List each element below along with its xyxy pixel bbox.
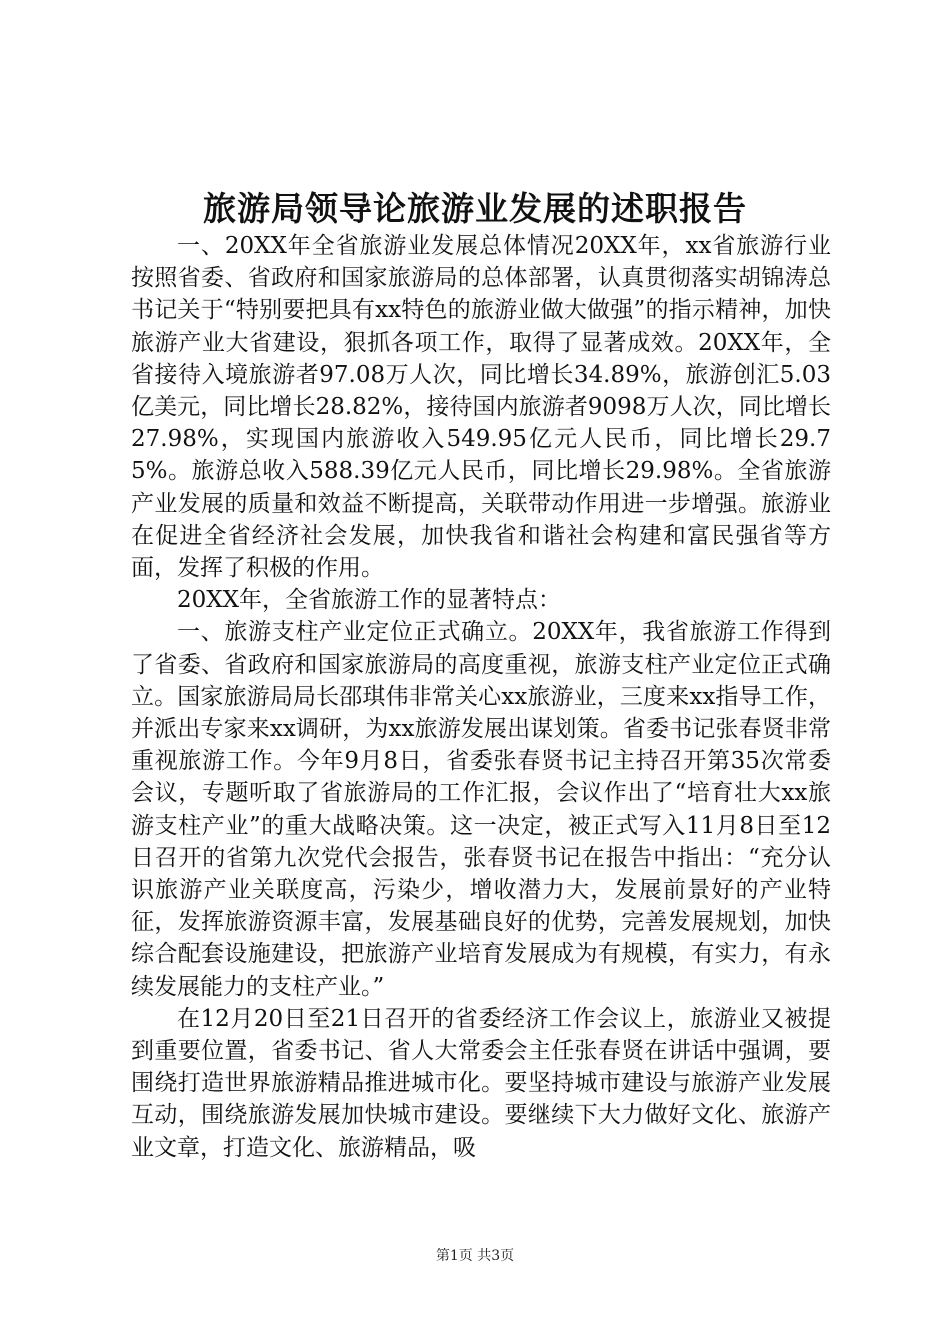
document-title: 旅游局领导论旅游业发展的述职报告 [203,189,747,228]
page-footer: 第1页 共3页 [435,1248,515,1264]
document-body [131,230,831,1164]
paragraph-pillar-industry: 一、旅游支柱产业定位正式确立。20XX年，我省旅游工作得到了省委、省政府和国家旅游局的高度重视，旅游支柱产业定位正式确立。国家旅游局局长邵琪伟非常关心xx旅游业，三度来xx指导工作，并派出专家来xx调研，为xx旅游发展出谋划策。省委书记张春贤非常重视旅游工作。今年9月8日，省委张春贤书记主持召开第35次常委会议，专题听取了省旅游局的工作汇报，会议作出了“培育壮大xx旅游支柱产业”的重大战略决策。这一决定，被正式写入11月8日至12日召开的省第九次党代会报告，张春贤书记在报告中指出：“充分认识旅游产业关联度高，污染少，增收潜力大，发展前景好的产业特征，发挥旅游资源丰富，发展基础良好的优势，完善发展规划，加快综合配套设施建设，把旅游产业培育发展成为有规模，有实力，有永续发展能力的支柱产业。” [131,619,831,1000]
paragraph-features-heading: 20XX年，全省旅游工作的显著特点： [177,587,562,614]
paragraph-economic-conference: 在12月20日至21日召开的省委经济工作会议上，旅游业又被提到重要位置，省委书记、省人大常委会主任张春贤在讲话中强调，要围绕打造世界旅游精品推进城市化。要坚持城市建设与旅游产业发展互动，围绕旅游发展加快城市建设。要继续下大力做好文化、旅游产业文章，打造文化、旅游精品，吸 [131,1005,831,1161]
paragraph-overview: 一、20XX年全省旅游业发展总体情况20XX年，xx省旅游行业按照省委、省政府和国家旅游局的总体部署，认真贯彻落实胡锦涛总书记关于“特别要把具有xx特色的旅游业做大做强”的指示精神，加快旅游产业大省建设，狠抓各项工作，取得了显著成效。20XX年，全省接待入境旅游者97.08万人次，同比增长34.89%，旅游创汇5.03亿美元，同比增长28.82%，接待国内旅游者9098万人次，同比增长27.98%，实现国内旅游收入549.95亿元人民币，同比增长29.75%。旅游总收入588.39亿元人民币，同比增长29.98%。全省旅游产业发展的质量和效益不断提高，关联带动作用进一步增强。旅游业在促进全省经济社会发展，加快我省和谐社会构建和富民强省等方面，发挥了积极的作用。 [131,233,831,582]
